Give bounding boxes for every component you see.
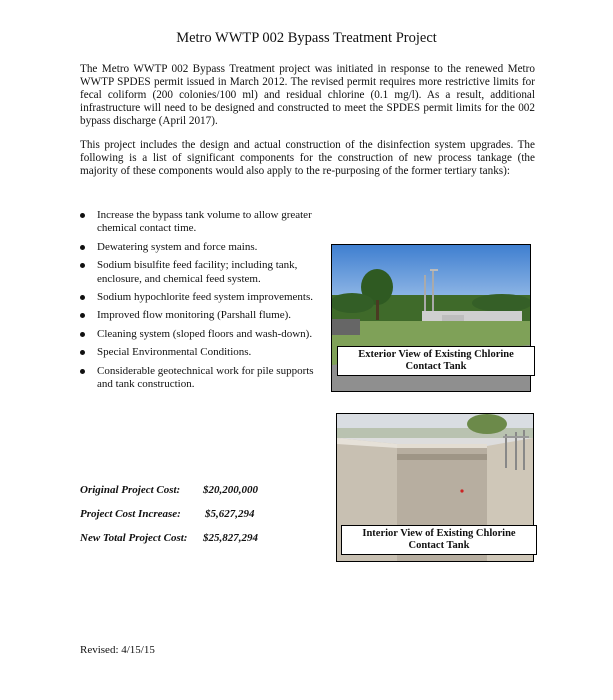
bullet-icon (80, 350, 85, 355)
new-total-cost-value: $25,827,294 (203, 532, 258, 544)
components-list (80, 209, 320, 396)
bullet-icon (80, 263, 85, 268)
list-item: Sodium bisulfite feed facility; including tank, enclosure, and chemical feed system. (80, 259, 320, 286)
bullet-icon (80, 213, 85, 218)
interior-photo-caption: Interior View of Existing Chlorine Contact Tank (341, 525, 537, 555)
revised-date: Revised: 4/15/15 (80, 644, 155, 656)
cost-increase-value: $5,627,294 (205, 508, 255, 520)
new-total-cost-label: New Total Project Cost: (80, 532, 188, 544)
list-item: Cleaning system (sloped floors and wash-down). (80, 328, 320, 341)
bullet-icon (80, 313, 85, 318)
bullet-icon (80, 332, 85, 337)
cost-increase-row (80, 508, 300, 532)
list-item: Sodium hypochlorite feed system improvements. (80, 291, 320, 304)
scope-paragraph: This project includes the design and actual construction of the disinfection system upgrades. The following is a list of significant components for the construction of new process tankage (the majority of these components would also apply to the re-purposing of the former tertiary tanks): (80, 139, 535, 177)
original-cost-label: Original Project Cost: (80, 484, 181, 496)
original-cost-row (80, 484, 300, 508)
project-costs (80, 484, 300, 556)
exterior-photo-caption: Exterior View of Existing Chlorine Contact Tank (337, 346, 535, 376)
list-item: Considerable geotechnical work for pile supports and tank construction. (80, 365, 320, 392)
list-item: Improved flow monitoring (Parshall flume). (80, 309, 320, 322)
bullet-icon (80, 295, 85, 300)
cost-increase-label: Project Cost Increase: (80, 508, 181, 520)
new-total-cost-row (80, 532, 300, 556)
original-cost-value: $20,200,000 (203, 484, 258, 496)
bullet-icon (80, 369, 85, 374)
list-item: Dewatering system and force mains. (80, 241, 320, 254)
bullet-icon (80, 245, 85, 250)
page-title: Metro WWTP 002 Bypass Treatment Project (176, 30, 437, 46)
list-item: Increase the bypass tank volume to allow greater chemical contact time. (80, 209, 320, 236)
list-item: Special Environmental Conditions. (80, 346, 320, 359)
intro-paragraph: The Metro WWTP 002 Bypass Treatment project was initiated in response to the renewed Metro WWTP SPDES permit issued in March 2012. The revised permit requires more restrictive limits for fecal coliform (200 colonies/100 ml) and residual chlorine (0.1 mg/l). As a result, additional infrastructure will need to be designed and constructed to meet the SPDES permit limits for the 002 bypass discharge (April 2017). (80, 63, 535, 127)
